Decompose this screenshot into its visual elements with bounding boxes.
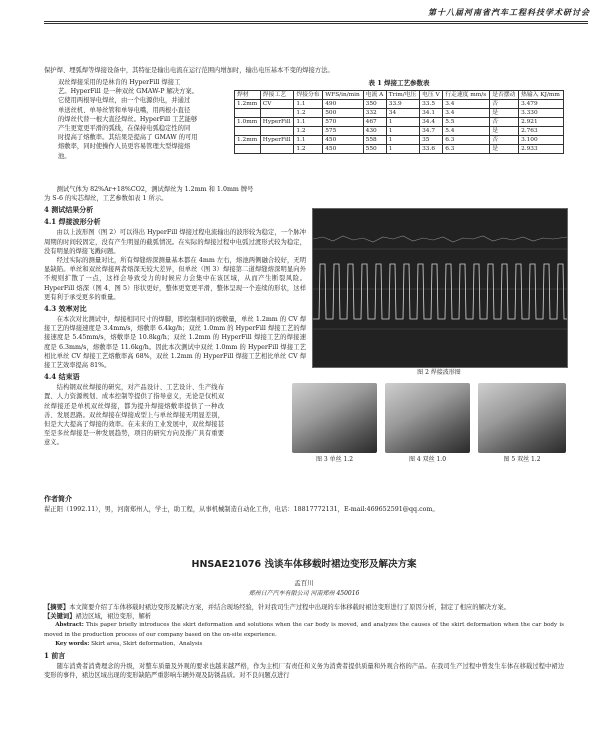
author-text: 翟正阳（1992.11），男，河南郑州人，学士，助工程，从事机械制造自动化工作，电话：18817772131，E-mail:469652591@qq.com。 <box>44 506 439 513</box>
table-cell: 6.3 <box>443 136 490 145</box>
voltage-trace <box>313 236 567 242</box>
table-header-cell: WFS/in/min <box>323 91 363 100</box>
table-cell: 2.933 <box>519 145 564 154</box>
abstract-cn <box>44 603 564 612</box>
article-affiliation: 郑州日产汽车有限公司 河南郑州 450016 <box>248 590 360 597</box>
fig3-caption: 图 3 单丝 1.2 <box>315 456 354 463</box>
fig2-caption: 图 2 焊接波形图 <box>417 369 461 376</box>
table-cell <box>235 127 261 136</box>
table-cell <box>235 145 261 154</box>
table-cell: 1.2 <box>294 127 323 136</box>
table-cell: 430 <box>363 127 386 136</box>
table-cell: 3.100 <box>519 136 564 145</box>
table-cell: 1.2mm <box>235 136 261 145</box>
table-cell: 33.6 <box>420 145 443 154</box>
fig4-caption: 图 4 双丝 1.0 <box>408 456 447 463</box>
intro-line: 时提高了熔敷率。其结果是提高了 GMAW 的可用 <box>58 134 198 142</box>
table-cell: 34.7 <box>420 127 443 136</box>
table-cell: 33.9 <box>386 100 419 109</box>
author-heading: 作者简介 <box>44 494 72 503</box>
table-header-cell: Trim/电压 <box>386 91 419 100</box>
table-caption: 表 1 焊接工艺参数表 <box>368 79 430 87</box>
article-author: 孟百川 <box>294 579 314 587</box>
table-cell: 6.3 <box>443 145 490 154</box>
table-row <box>235 118 564 127</box>
keywords-en-text: Skirt area, Skirt deformation，Analysis <box>91 640 203 647</box>
intro-line: 产生更宽更平滑的弧线，在保持电弧稳定性的同 <box>58 125 191 133</box>
table-cell: 490 <box>323 100 363 109</box>
table-cell: 332 <box>363 109 386 118</box>
paragraph: 经过实际的测量对比，所有焊缝熔深测量基本都在 4mm 左右，熔池两侧融合较好，无明显缺陷。单丝和双丝焊接两者熔深无较大差异，但单丝（图 3）焊接第二道焊缝熔深明显向外不规则扩散了一点，这样会导致受力的时候应力会集中在该区域，从而产生断裂风险。HyperFill 熔深（图 4、图 5）形状更好，整体更宽更平滑，整体呈现一个连续的形状，这样更有利于承受更多的重量。 <box>44 257 306 301</box>
keywords-en <box>44 640 564 649</box>
intro-line: 池。 <box>58 152 71 160</box>
top-paragraph: 保护焊、埋弧焊等焊接设备中，其特征是输出电流在运行范围内增加时，输出电压基本不变的焊接方法。 <box>44 67 334 74</box>
table-cell: 450 <box>323 145 363 154</box>
table-cell: 1.1 <box>294 136 323 145</box>
table-header-cell: 热输入 KJ/mm <box>519 91 564 100</box>
table-header-cell: 焊接分布 <box>294 91 323 100</box>
intro-line: 艺。HyperFill 是一种双丝 GMAW-P 解决方案。 <box>58 88 198 96</box>
table-cell: 1 <box>386 127 419 136</box>
paragraph: 在本次对比测试中，焊接相同尺寸的焊脚，即控制相同的熔敷量，单丝 1.2mm 的 CV 焊接工艺的焊接速度是 3.4mm/s，熔敷率 6.4kg/h；双丝 1.0mm 的 HyperFill 焊接工艺的焊接速度是 5.45mm/s，熔敷率是 10.8kg/h；双丝 1.2mm 的 HyperFill 焊接工艺的焊接速度是 6.3mm/s，熔敷率是 11.6kg/h。因此本次测试中双丝 1.0mm 的 HyperFill 焊接工艺相比单丝 CV 焊接工艺熔敷率高 68%，双丝 1.2mm 的 HyperFill 焊接工艺相比单丝 CV 焊接工艺效率提高 81%。 <box>44 316 306 370</box>
table-cell: 467 <box>363 118 386 127</box>
table-cell: CV <box>260 100 294 109</box>
gas-note: 为 S-6 的实芯焊丝，工艺参数如表 1 所示。 <box>44 195 168 203</box>
params-table <box>234 90 564 154</box>
table-row <box>235 145 564 154</box>
table-cell: 33.5 <box>420 100 443 109</box>
paragraph: 结构钢双丝焊接的研究，对产品设计、工艺设计、生产线布置、人力资源规划、成本控制等提供了指导意义，无论是仅机双丝焊接还是单机双丝焊接，都为提升焊接熔敷率提供了一种改善、发展思路。双丝焊接在焊接成型上与单丝焊接无明显差别，但是大大提高了焊接的效率。在未来的工业发展中，双丝焊接甚至是多丝焊接是一种发展趋势，项目的研究方向及推广具有重要意义。 <box>44 384 224 447</box>
intro-line: 熔敷率，同时使操作人员更容易管理大型焊接熔 <box>58 143 191 151</box>
table-cell: 1.1 <box>294 100 323 109</box>
table-cell: 3.4 <box>443 100 490 109</box>
intro-heading: 1 前言 <box>44 651 66 661</box>
left-column <box>44 185 306 448</box>
table-cell: 2.921 <box>519 118 564 127</box>
intro-line: 双丝焊接采用的是林肯的 HyperFill 焊接工 <box>58 79 181 86</box>
table-cell <box>260 127 294 136</box>
table-header-row <box>235 91 564 100</box>
gas-note: 测试气体为 82%Ar+18%CO2，测试焊丝为 1.2mm 和 1.0mm 牌号 <box>56 186 254 193</box>
table-row <box>235 109 564 118</box>
left-column-intro <box>58 78 230 161</box>
header-rule <box>44 21 588 22</box>
table-cell: 575 <box>323 127 363 136</box>
table-cell: HyperFill <box>260 136 294 145</box>
keywords-en-label: Key words: <box>55 640 90 647</box>
table-cell: 2.763 <box>519 127 564 136</box>
keywords-cn-text: 裙边区域，裙边变形，解析 <box>75 613 152 621</box>
table-cell: 1.2 <box>294 145 323 154</box>
article-title: HNSAE21076 浅谈车体移载时裙边变形及解决方案 <box>191 559 417 570</box>
author-bio <box>44 492 564 514</box>
table-cell: 350 <box>363 100 386 109</box>
table-header-cell: 焊接工艺 <box>260 91 294 100</box>
table-cell: 是 <box>490 127 519 136</box>
table-cell: 1 <box>386 118 419 127</box>
running-header: 第十八届河南省汽车工程科技学术研讨会 <box>428 7 590 17</box>
subsection-heading: 4.1 焊接波形分析 <box>44 217 101 227</box>
table-cell: 5.4 <box>443 127 490 136</box>
subsection-heading: 4.3 效率对比 <box>44 304 87 314</box>
fig5-caption: 图 5 双丝 1.2 <box>503 456 541 463</box>
abstract-cn-text: 本文简要介绍了车体移载时裙边变形及解决方案，并结合现场经验，针对我司生产过程中出现的车体移载时裙边变形进行了原因分析，制定了相应的解决方案。 <box>69 604 510 611</box>
table-cell: 34 <box>386 109 419 118</box>
table-cell: HyperFill <box>260 118 294 127</box>
table-cell: 34.1 <box>420 109 443 118</box>
abstract-en-label: Abstract: <box>55 622 84 629</box>
table-header-cell: 行走速度 mm/s <box>443 91 490 100</box>
weld-photo-double-1-2 <box>478 383 566 453</box>
table-cell: 35 <box>420 136 443 145</box>
section-heading: 4 测试结果分析 <box>44 205 94 215</box>
abstract-en-text: This paper briefly introduces the skirt deformation and solutions when the car body is moved, and analyzes the causes of the skirt deformation when the car body is moved in the production process of our company based on the on-site experience. <box>44 622 564 638</box>
waveform-plot <box>313 209 567 367</box>
table-cell <box>235 109 261 118</box>
table-cell: 500 <box>323 109 363 118</box>
table-cell: 3.330 <box>519 109 564 118</box>
current-trace <box>313 264 567 319</box>
table-cell: 1 <box>386 145 419 154</box>
abstract-cn-label: 【摘要】 <box>44 604 70 611</box>
table-row <box>235 100 564 109</box>
intro-paragraph: 随车消费者消费理念的升级，对整车质量及外观的要求也越来越严格，作为主机厂有责任和义务为消费者提供质量和外观合格的产品。在我司生产过程中曾发生车体在移载过程中裙边变形的事件，裙边区域出现的变形缺陷严重影响车辆外观及防锈品质。对不良问题点进行 <box>44 663 564 680</box>
table-cell: 否 <box>490 118 519 127</box>
table-cell: 否 <box>490 136 519 145</box>
table-cell: 3.479 <box>519 100 564 109</box>
table-cell: 是 <box>490 109 519 118</box>
table-header-cell: 电压 V <box>420 91 443 100</box>
weld-photo-single-1-2 <box>292 383 377 453</box>
keywords-cn-label: 【关键词】 <box>44 613 76 621</box>
intro-line: 单送丝机、单导丝管和单导电嘴，用两根小直径 <box>58 106 191 114</box>
table-cell: 1.2 <box>294 109 323 118</box>
keywords-cn <box>44 612 564 621</box>
waveform-figure <box>312 208 568 368</box>
table-cell <box>260 109 294 118</box>
table-row <box>235 136 564 145</box>
intro-line: 的焊丝代替一根大直径焊丝。HyperFill 工艺能够 <box>58 115 198 123</box>
subsection-heading: 4.4 结束语 <box>44 372 80 382</box>
table-cell: 1 <box>386 136 419 145</box>
intro-line: 它使用两根导电焊丝，由一个电源供电，并通过 <box>58 97 191 105</box>
table-cell: 550 <box>363 145 386 154</box>
table-header-cell: 是否摆动 <box>490 91 519 100</box>
table-cell: 450 <box>323 136 363 145</box>
paragraph: 由以上波形图（图 2）可以得出 HyperFill 焊接过程电流输出的波形较为稳定，一个脉冲周期的时间较固定，没有产生明显的截弧情况。在实际的焊接过程中电弧过渡形式较为稳定，没有明显的焊接飞溅问题。 <box>44 229 306 255</box>
table-header-cell: 电流 A <box>363 91 386 100</box>
abstract-en <box>44 621 564 639</box>
table-cell <box>260 145 294 154</box>
table-cell: 570 <box>323 118 363 127</box>
table-cell: 3.4 <box>443 109 490 118</box>
table-cell: 1.2mm <box>235 100 261 109</box>
table-cell: 是 <box>490 145 519 154</box>
weld-photo-double-1-0 <box>385 383 470 453</box>
table-cell: 5.5 <box>443 118 490 127</box>
table-row <box>235 127 564 136</box>
abstract-block <box>44 603 564 680</box>
header-rule-thin <box>44 23 588 24</box>
table-cell: 1.1 <box>294 118 323 127</box>
table-cell: 558 <box>363 136 386 145</box>
table-header-cell: 焊材 <box>235 91 261 100</box>
table-cell: 1.0mm <box>235 118 261 127</box>
table-cell: 34.4 <box>420 118 443 127</box>
table-cell: 否 <box>490 100 519 109</box>
